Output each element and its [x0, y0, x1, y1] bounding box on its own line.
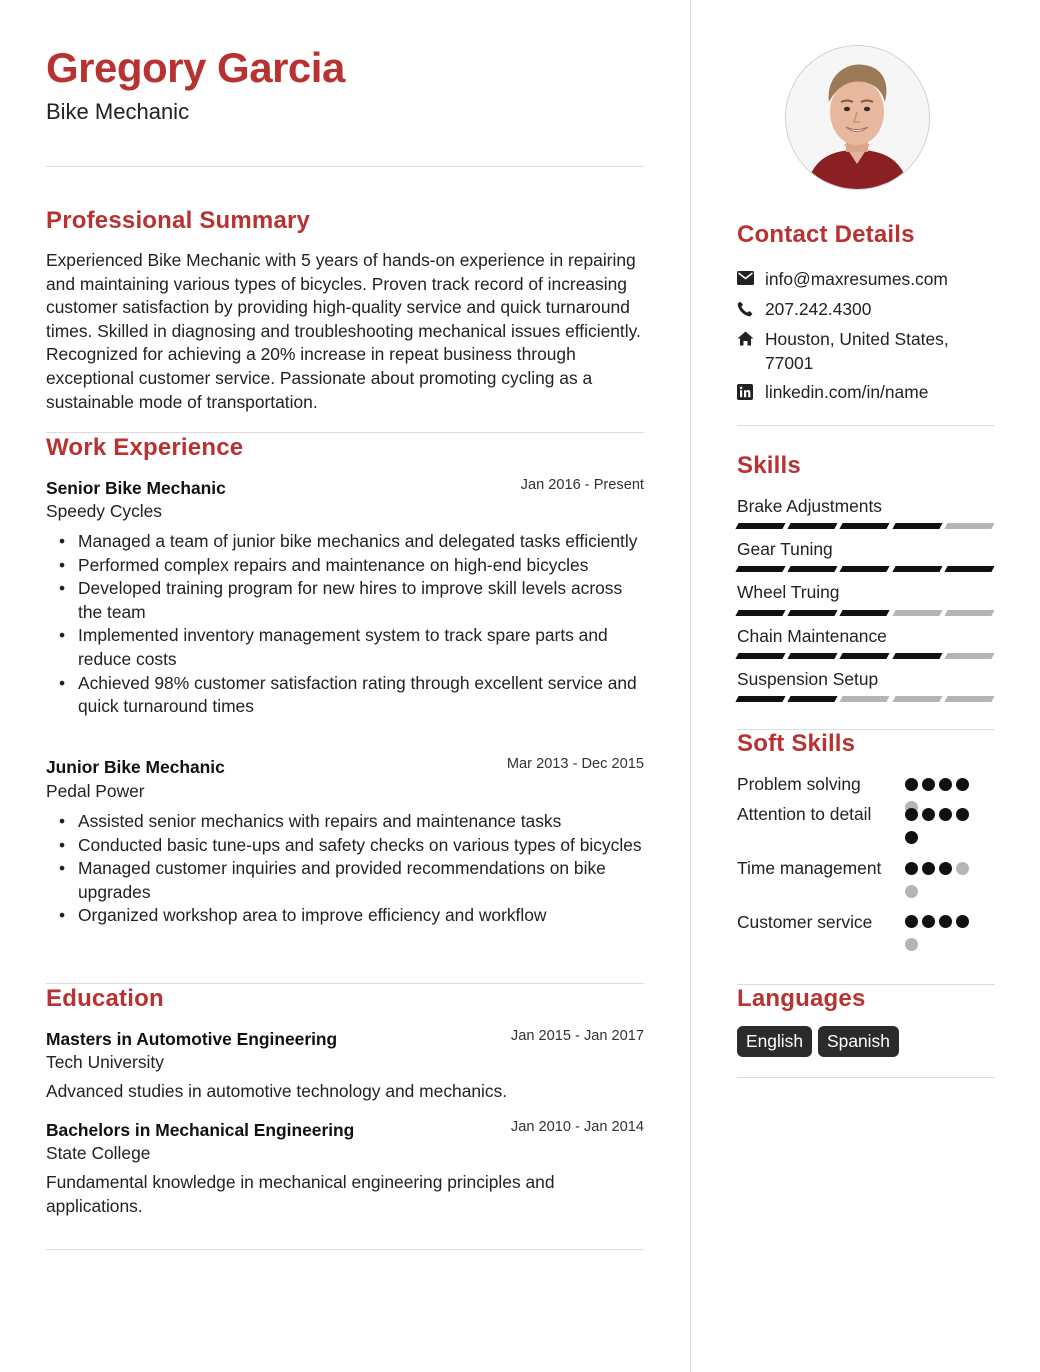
summary-heading: Professional Summary	[46, 207, 311, 234]
edu-degree: Bachelors in Mechanical Engineering	[46, 1120, 355, 1140]
rating-dot-filled	[905, 915, 918, 928]
contact-linkedin[interactable]	[737, 381, 985, 405]
rating-dot-filled	[956, 778, 969, 791]
list-item: • Performed complex repairs and maintenance on high-end bicycles	[78, 554, 644, 578]
skill-name: Suspension Setup	[737, 669, 879, 689]
skill-name: Chain Maintenance	[737, 626, 887, 646]
skill-level-bar	[737, 610, 993, 616]
skill-name: Brake Adjustments	[737, 496, 882, 516]
skill-level-bar	[737, 523, 993, 529]
contact-email-text: info@maxresumes.com	[765, 269, 948, 289]
rating-dot-filled	[905, 862, 918, 875]
skill-name: Gear Tuning	[737, 539, 833, 559]
edu-degree: Masters in Automotive Engineering	[46, 1029, 338, 1049]
rating-dot-filled	[939, 862, 952, 875]
skill-name: Wheel Truing	[737, 582, 840, 602]
language-chip: Spanish	[818, 1026, 899, 1057]
language-chip: English	[737, 1026, 812, 1057]
skill-segment-filled	[788, 610, 838, 616]
skill-segment-filled	[735, 696, 785, 702]
list-item: • Assisted senior mechanics with repairs and maintenance tasks	[78, 810, 644, 834]
languages-divider	[737, 1077, 995, 1078]
rating-dot-filled	[939, 778, 952, 791]
skill-segment-empty	[892, 610, 942, 616]
job-company: Pedal Power	[46, 781, 145, 801]
soft-skill-dots	[905, 862, 985, 898]
skill-segment-empty	[944, 610, 994, 616]
skill-segment-filled	[735, 566, 785, 572]
summary-text: Experienced Bike Mechanic with 5 years of hands-on experience in repairing and maintaining various types of bicycles. Proven track record of increasing customer satisfaction by providing high-quality service and quick turnaround times. Skilled in diagnosing and troubleshooting mechanical issues efficiently. Recognized for achieving a 20% increase in repeat business through exceptional customer service. Passionate about promoting cycling as a sustainable mode of transportation.	[46, 250, 641, 412]
envelope-icon	[737, 268, 765, 292]
rating-dot-empty	[905, 938, 918, 951]
languages-heading: Languages	[737, 985, 866, 1012]
rating-dot-filled	[956, 808, 969, 821]
skill-segment-filled	[840, 653, 890, 659]
linkedin-icon	[737, 381, 765, 405]
contact-address	[737, 328, 985, 375]
contact-divider	[737, 425, 995, 426]
soft-skill-dots	[905, 808, 985, 844]
list-item: • Conducted basic tune-ups and safety checks on various types of bicycles	[78, 834, 644, 858]
rating-dot-filled	[939, 808, 952, 821]
rating-dot-filled	[922, 808, 935, 821]
profile-photo	[785, 45, 930, 190]
avatar	[786, 46, 929, 189]
skill-segment-filled	[840, 610, 890, 616]
rating-dot-filled	[905, 831, 918, 844]
skill-segment-filled	[840, 566, 890, 572]
list-item: • Managed a team of junior bike mechanics and delegated tasks efficiently	[78, 530, 644, 554]
job-bullets	[46, 810, 644, 928]
header-divider	[46, 166, 644, 167]
contact-address-text: Houston, United States, 77001	[765, 329, 949, 373]
contact-heading: Contact Details	[737, 221, 915, 248]
contact-linkedin-text: linkedin.com/in/name	[765, 382, 929, 402]
edu-date: Jan 2015 - Jan 2017	[510, 1028, 644, 1044]
skill-segment-filled	[892, 566, 942, 572]
list-item: • Developed training program for new hires to improve skill levels across the team	[78, 577, 644, 624]
skill-segment-filled	[735, 523, 785, 529]
work-divider	[46, 983, 644, 984]
job-bullets	[46, 530, 644, 719]
list-item: • Managed customer inquiries and provided recommendations on bike upgrades	[78, 857, 644, 904]
skill-segment-filled	[735, 610, 785, 616]
list-item: • Organized workshop area to improve efficiency and workflow	[78, 904, 644, 928]
soft-skill-name: Attention to detail	[737, 804, 872, 824]
job-title: Junior Bike Mechanic	[46, 757, 225, 777]
edu-description: Fundamental knowledge in mechanical engineering principles and applications.	[46, 1172, 555, 1216]
edu-date: Jan 2010 - Jan 2014	[510, 1119, 644, 1135]
skill-segment-filled	[892, 523, 942, 529]
skill-segment-filled	[788, 523, 838, 529]
job-date: Mar 2013 - Dec 2015	[506, 756, 644, 772]
contact-phone[interactable]	[737, 298, 985, 322]
language-list	[737, 1026, 899, 1057]
rating-dot-filled	[922, 915, 935, 928]
skills-heading: Skills	[737, 452, 801, 479]
skill-segment-filled	[944, 566, 994, 572]
soft-skill-dots	[905, 915, 985, 951]
skill-level-bar	[737, 653, 993, 659]
skill-segment-empty	[892, 696, 942, 702]
rating-dot-filled	[939, 915, 952, 928]
rating-dot-filled	[905, 778, 918, 791]
skill-segment-empty	[840, 696, 890, 702]
rating-dot-filled	[905, 808, 918, 821]
column-divider	[690, 0, 691, 1372]
list-item: • Achieved 98% customer satisfaction rating through excellent service and quick turnaround times	[78, 672, 644, 719]
job-date: Jan 2016 - Present	[520, 477, 644, 493]
skill-segment-filled	[840, 523, 890, 529]
soft-skills-heading: Soft Skills	[737, 730, 856, 757]
edu-school: Tech University	[46, 1052, 164, 1072]
skill-level-bar	[737, 696, 993, 702]
rating-dot-filled	[922, 778, 935, 791]
skill-segment-filled	[788, 696, 838, 702]
job-title-header: Bike Mechanic	[46, 99, 190, 124]
rating-dot-empty	[905, 885, 918, 898]
rating-dot-filled	[922, 862, 935, 875]
job-company: Speedy Cycles	[46, 501, 162, 521]
edu-school: State College	[46, 1143, 151, 1163]
skill-segment-empty	[944, 653, 994, 659]
work-heading: Work Experience	[46, 434, 244, 461]
job-title: Senior Bike Mechanic	[46, 478, 226, 498]
summary-divider	[46, 432, 644, 433]
soft-skill-name: Time management	[737, 858, 882, 878]
education-heading: Education	[46, 985, 164, 1012]
education-divider	[46, 1249, 644, 1250]
rating-dot-empty	[956, 862, 969, 875]
soft-skill-name: Customer service	[737, 912, 873, 932]
skill-segment-filled	[788, 653, 838, 659]
list-item: • Implemented inventory management system to track spare parts and reduce costs	[78, 624, 644, 671]
skill-segment-filled	[788, 566, 838, 572]
rating-dot-filled	[956, 915, 969, 928]
phone-icon	[737, 298, 765, 322]
candidate-name: Gregory Garcia	[46, 44, 345, 91]
home-icon	[737, 328, 765, 375]
contact-email[interactable]	[737, 268, 985, 292]
skill-segment-filled	[735, 653, 785, 659]
skill-segment-filled	[892, 653, 942, 659]
skill-segment-empty	[944, 696, 994, 702]
soft-skill-name: Problem solving	[737, 774, 861, 794]
contact-phone-text: 207.242.4300	[765, 299, 872, 319]
skill-segment-empty	[944, 523, 994, 529]
edu-description: Advanced studies in automotive technology and mechanics.	[46, 1081, 508, 1101]
skill-level-bar	[737, 566, 993, 572]
